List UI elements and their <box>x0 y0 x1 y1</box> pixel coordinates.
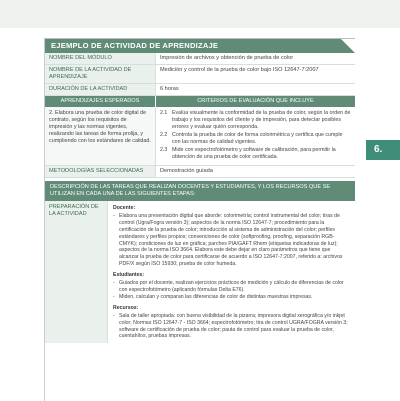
criteria-item <box>160 147 351 161</box>
info-value: 6 horas <box>155 84 355 95</box>
info-label: NOMBRE DE LA ACTIVIDAD DE APRENDIZAJE <box>45 65 155 83</box>
chapter-badge: 6. <box>366 140 400 160</box>
info-label: DURACIÓN DE LA ACTIVIDAD <box>45 84 155 95</box>
preparacion-label: PREPARACIÓN DE LA ACTIVIDAD <box>45 201 107 343</box>
estudiantes-item: Miden, calculan y comparan las diferencias de color de distintas muestras impresas. <box>119 293 313 300</box>
list-item <box>113 213 350 268</box>
docente-title: Docente: <box>113 205 136 211</box>
criteria-text: Mide con espectrofotómetro y software de calibración, para permitir la obtención de una prueba de color certificada. <box>172 147 336 160</box>
criteria-row <box>45 107 355 166</box>
info-row-modulo <box>45 53 355 65</box>
criteria-number: 2.1 <box>160 110 168 116</box>
criteria-list <box>155 107 355 165</box>
estudiantes-title: Estudiantes: <box>113 272 145 279</box>
title-notch <box>341 39 355 53</box>
metodologias-row <box>45 166 355 178</box>
activity-card <box>44 38 355 401</box>
preparacion-row <box>45 201 355 343</box>
bullet-icon: - <box>113 212 115 219</box>
bullet-icon: - <box>113 312 115 319</box>
aprendizaje-text: 2. Elabora una prueba de color digital de contrato, según los requisitos de impresión y las normas vigentes, realizando las tareas de forma prolija, y cumpliendo con los estándares de calidad. <box>45 107 155 165</box>
recursos-item: Sala de taller apropiada: con buena visibilidad de la pizarra; impresora digital xerográfica y/o inkjet color; Normas ISO 12647-7 - ISO 3664; espectrofotómetro; tira de control UGRA/FOGRA versión 3; software de certificación de prueba de color; pauta de control para evaluar la prueba de color, cuentahílos, pruebas impresas. <box>119 312 348 340</box>
card-title <box>45 39 355 53</box>
recursos-title: Recursos: <box>113 304 139 311</box>
preparacion-content <box>107 201 355 343</box>
info-row-duracion <box>45 84 355 96</box>
criteria-text: Controla la prueba de color de forma colorimétrica y certifica que cumple con las normas de calidad vigentes. <box>172 132 343 145</box>
criteria-item <box>160 132 351 146</box>
aprendizajes-header: APRENDIZAJES ESPERADOS <box>45 96 156 107</box>
info-value: Medición y control de la prueba de color bajo ISO 12647-7:2007 <box>155 65 355 83</box>
bullet-icon: - <box>113 293 115 300</box>
section-title: DESCRIPCIÓN DE LAS TAREAS QUE REALIZAN DOCENTES Y ESTUDIANTES, Y LOS RECURSOS QUE SE UTILIZAN EN CADA UNA DE LAS SIGUIENTES ETAPAS: <box>45 181 355 201</box>
criteria-item <box>160 110 351 131</box>
list-item <box>113 294 350 301</box>
top-band <box>0 0 400 28</box>
estudiantes-item: Guiados por el docente, realizan ejercicios prácticos de medición y cálculo de diferencias de color con espectrofotómetro (aplicando fórmulas Delta E76). <box>119 280 344 293</box>
info-label: NOMBRE DEL MÓDULO <box>45 53 155 64</box>
criteria-header <box>45 96 355 107</box>
bullet-icon: - <box>113 280 115 287</box>
criteria-text: Evalúa visualmente la conformidad de la prueba de color, según la orden de trabajo y los requisitos del cliente y de impresión, para detectar posibles errores y evaluar quién corresponda. <box>172 110 351 130</box>
list-item <box>113 280 350 294</box>
metodologias-value: Demostración guiada <box>155 166 355 177</box>
metodologias-label: METODOLOGÍAS SELECCIONADAS <box>45 166 155 177</box>
criteria-number: 2.3 <box>160 147 168 153</box>
criteria-number: 2.2 <box>160 132 168 138</box>
card-title-text: EJEMPLO DE ACTIVIDAD DE APRENDIZAJE <box>51 41 219 50</box>
info-row-actividad <box>45 65 355 84</box>
list-item <box>113 313 350 341</box>
criterios-header: CRITERIOS DE EVALUACIÓN QUE INCLUYE <box>156 96 355 107</box>
docente-item: Elabora una presentación digital que aborde: colorimetría; control instrumental del color; tiras de control (Ugra/Fogra versión 3); aspectos de la norma ISO 12647-7; procedimiento para la certificación de la prueba de color; introducción al sistema de administración del color; perfiles estándares y perfiles propios; convenciones de color (softproofing, proofing, separación RGB-CMYK); condiciones de luz en gráfica; parches PIA/GAFT Rhem (etiquetas indicadoras de luz); aspectos de la norma ISO 3664. Elabora este debe dejar en claro parámetros que tiene que alcanzar la prueba de color para certificarse de acuerdo a ISO 12647-7:2007, referido a: archivos PDF/X según ISO 15930; prueba de color humeda. <box>119 212 343 268</box>
info-value: Impresión de archivos y obtención de prueba de color <box>155 53 355 64</box>
